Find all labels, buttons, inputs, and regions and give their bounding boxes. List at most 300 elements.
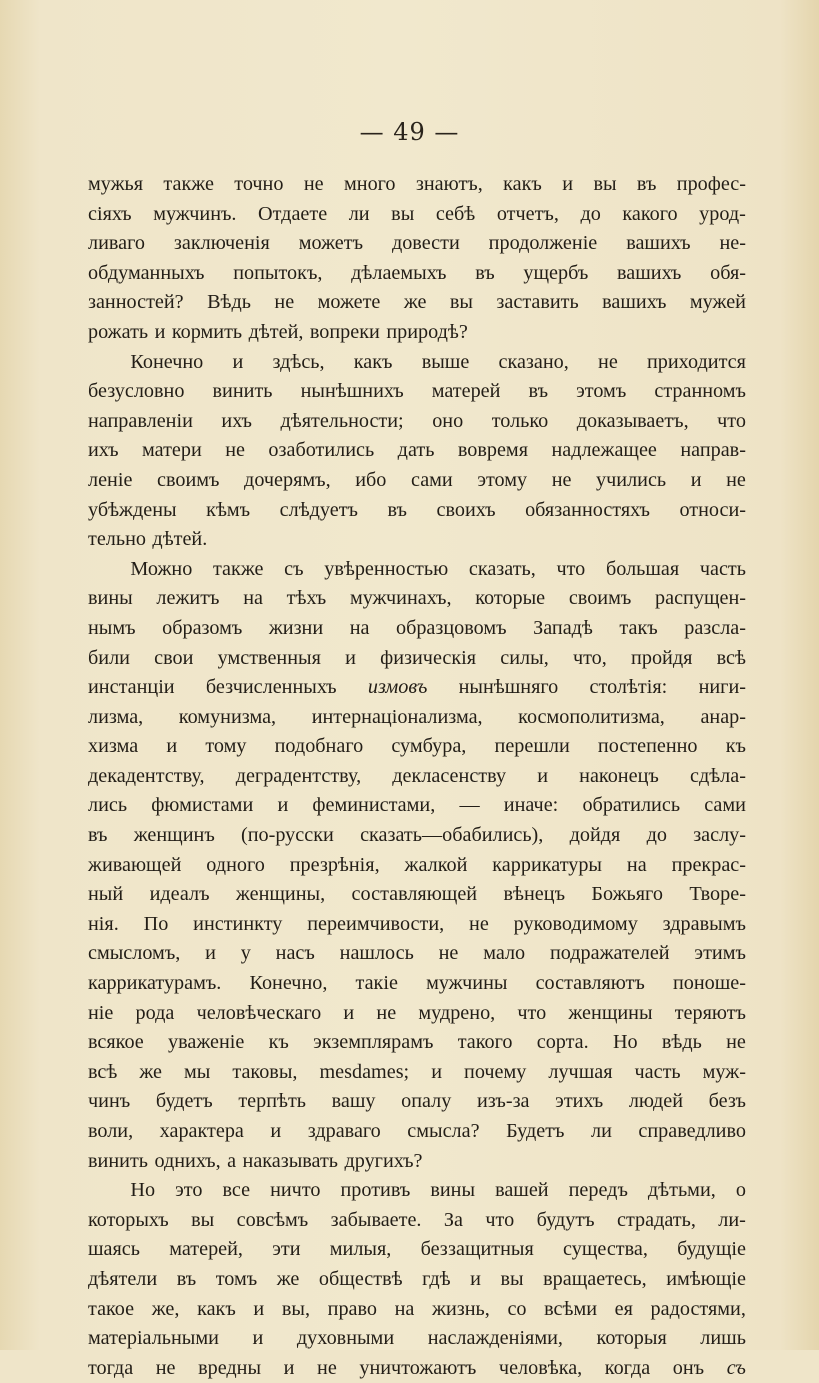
word: отчетъ, (496, 202, 559, 225)
word: въ (387, 498, 407, 521)
word: озаботились (268, 439, 375, 462)
word: мужчины (426, 972, 508, 995)
word: томъ (215, 1267, 258, 1290)
word: продолженіе (488, 232, 598, 255)
word: образомъ (162, 616, 243, 639)
word: силы, (500, 646, 549, 669)
word: лизма, (88, 705, 144, 728)
word: всякое (88, 1031, 144, 1054)
word: рода (135, 1001, 175, 1024)
word: же (403, 291, 427, 314)
word: которые (475, 587, 546, 610)
word: — (459, 794, 480, 817)
word: которыхъ (88, 1208, 169, 1231)
text-line (88, 1028, 746, 1058)
word: что (485, 1208, 515, 1231)
word: лучшая (548, 1060, 613, 1083)
word: со (507, 1297, 527, 1320)
word: человѣческаго (196, 1001, 322, 1024)
word: винить (212, 380, 273, 403)
word: ли (348, 202, 370, 225)
word: винить (88, 1149, 148, 1172)
word: странномъ (654, 380, 746, 403)
word: занностей? (88, 291, 184, 314)
word: и (690, 468, 702, 491)
word: составляющей (351, 883, 478, 906)
text-line (88, 732, 746, 762)
word: столѣтія: (589, 676, 668, 699)
word: ли- (718, 1208, 746, 1231)
word: и (345, 646, 356, 669)
word: и (205, 942, 216, 965)
word: мало (483, 942, 526, 965)
word: вашу (331, 1090, 376, 1113)
word: лись (88, 794, 128, 817)
word: сказано, (498, 350, 569, 373)
word: гдѣ (422, 1267, 451, 1290)
word: урод- (699, 202, 746, 225)
word: этому (477, 468, 528, 491)
word: и (270, 1120, 282, 1142)
text-line (88, 1206, 746, 1236)
word: Западѣ (533, 616, 593, 639)
word: противъ (340, 1179, 411, 1202)
text-line (88, 644, 746, 674)
word: изъ-за (476, 1090, 530, 1113)
word: не (598, 350, 618, 373)
word: сдѣла- (689, 764, 746, 787)
word: кѣмъ (206, 498, 251, 521)
word: вредны (198, 1356, 262, 1379)
word: наслажденіями, (427, 1327, 563, 1350)
word: только (491, 409, 549, 432)
word: поноше- (672, 972, 746, 995)
word: такъ (619, 616, 658, 639)
word: живающей (88, 853, 182, 876)
text-line (88, 288, 746, 318)
word: распущен- (655, 587, 746, 610)
word: уничтожаютъ (359, 1356, 477, 1379)
word: тому (205, 735, 247, 758)
word: оно (432, 409, 464, 432)
word: направленіи (88, 409, 193, 432)
word: право (327, 1297, 377, 1320)
page-number: — 49 — (359, 118, 460, 146)
word: ихъ (88, 439, 119, 462)
text-line (88, 259, 746, 289)
word: За (443, 1208, 463, 1231)
word: здраваго (307, 1120, 381, 1142)
text-line (88, 880, 746, 910)
word: человѣка, (498, 1356, 583, 1379)
word: до (580, 202, 601, 225)
word: дѣятели (88, 1267, 158, 1290)
text-line (88, 200, 746, 230)
word: своимъ (157, 468, 220, 491)
word: сумбура, (391, 735, 467, 758)
word: не (303, 173, 324, 195)
word: вы (391, 202, 415, 225)
word: идеалъ (149, 883, 210, 906)
word: направ- (680, 439, 746, 462)
word: вы (593, 173, 617, 195)
word: (по-русски (241, 824, 334, 847)
word: заключенія (173, 232, 270, 255)
word: надлежащее (551, 439, 657, 462)
text-line (88, 703, 746, 733)
word: не (376, 1001, 397, 1024)
word: Божьяго (591, 883, 663, 906)
text-line (88, 170, 746, 200)
word: ихъ (221, 409, 252, 432)
word: можетъ (298, 232, 364, 255)
word: теряютъ (674, 1001, 746, 1024)
word: били (88, 646, 130, 669)
word: совсѣмъ (236, 1208, 309, 1231)
word: всѣ (88, 1060, 118, 1083)
word: съ (726, 1356, 746, 1379)
word: подражателей (549, 942, 670, 965)
word: вы (449, 291, 473, 314)
word: нынѣшнихъ (300, 380, 404, 403)
word: воли, (88, 1120, 134, 1142)
word: мужчинахъ, (349, 587, 452, 610)
text-line (88, 525, 746, 555)
word: ущербъ (523, 261, 589, 284)
word: часть (699, 557, 746, 580)
word: тогда (88, 1356, 134, 1379)
word: не (155, 1356, 176, 1379)
word: что (717, 409, 746, 432)
word: какъ (197, 1297, 236, 1320)
word: мы (184, 1060, 211, 1083)
word: страдать, (617, 1208, 696, 1231)
word: будущіе (677, 1238, 746, 1261)
word: Творе- (689, 883, 746, 906)
text-line (88, 791, 746, 821)
word: большая (605, 557, 680, 580)
word: этихъ (555, 1090, 604, 1113)
word: таковы, (232, 1060, 298, 1083)
text-line (88, 348, 746, 378)
text-line (88, 969, 746, 999)
word: какъ (503, 173, 542, 195)
word: какъ (353, 350, 393, 373)
word: вы, (281, 1297, 311, 1320)
word: дочерямъ, (244, 468, 331, 491)
word: такое (88, 1297, 135, 1320)
word: ли (591, 1120, 612, 1142)
word: вы (191, 1208, 215, 1231)
word: въ (88, 824, 108, 847)
word: увѣренностью (324, 557, 449, 580)
word: ливаго (88, 232, 145, 255)
word: ниги- (698, 676, 746, 699)
word: такого (457, 1031, 513, 1054)
word: дѣтей, (248, 320, 304, 343)
word: вѣдь (661, 1031, 702, 1054)
word: точно (234, 173, 284, 195)
word: постепенно (597, 735, 698, 758)
word: характера (159, 1120, 244, 1142)
word: наказывать (242, 1149, 339, 1172)
word: будутъ (536, 1208, 595, 1231)
word: кормить (171, 320, 243, 343)
word: mesdames; (319, 1060, 410, 1083)
word: свои (154, 646, 194, 669)
word: какого (622, 202, 678, 225)
word: не (726, 468, 746, 491)
word: къ (268, 1031, 289, 1054)
word: на (349, 616, 370, 639)
word: на (243, 587, 263, 610)
word: декласенству (392, 764, 507, 787)
word: вовремя (457, 439, 528, 462)
word: нынѣшняго (458, 676, 559, 699)
word: относи- (679, 498, 746, 521)
word: ный (88, 883, 124, 906)
word: духовными (296, 1327, 395, 1350)
word: каррикатуры (492, 853, 602, 876)
word: интернаціонализма, (311, 705, 483, 728)
word: фюмистами (151, 794, 254, 817)
text-line (88, 910, 746, 940)
text-line (88, 555, 746, 585)
word: уваженіе (168, 1031, 245, 1054)
word: довести (391, 232, 460, 255)
word: комунизма, (178, 705, 277, 728)
word: смысла? (407, 1120, 480, 1142)
word: одного (206, 853, 265, 876)
word: имѣющіе (666, 1267, 746, 1290)
word: жизнь, (432, 1297, 490, 1320)
word: не (225, 439, 245, 462)
word: дѣлаемыхъ (351, 261, 447, 284)
word: инстанціи (88, 676, 175, 699)
text-line (88, 1058, 746, 1088)
text-line (88, 1176, 746, 1206)
text-line (88, 584, 746, 614)
text-line (88, 1117, 746, 1147)
word: это (175, 1179, 203, 1202)
text-line (88, 407, 746, 437)
word: опалу (401, 1090, 452, 1113)
word: чинъ (88, 1090, 131, 1113)
text-line (88, 614, 746, 644)
word: жизни (268, 616, 324, 639)
word: беззащитныя (420, 1238, 534, 1261)
word: въ (636, 173, 657, 195)
word: въ (528, 380, 549, 403)
word: же, (151, 1297, 180, 1320)
word: будетъ (155, 1090, 213, 1113)
word: ибо (355, 468, 387, 491)
word: женщины, (235, 883, 326, 906)
word: нія. (88, 912, 119, 935)
word: иначе: (503, 794, 559, 817)
word: всѣ (716, 646, 746, 669)
word: и (166, 735, 178, 758)
word: матеріальными (88, 1327, 219, 1350)
word: сказать—обабились), (360, 824, 544, 847)
word: мужья (88, 173, 144, 195)
word: наконецъ (579, 764, 659, 787)
word: дѣтей. (152, 528, 208, 551)
word: не (317, 1356, 337, 1379)
word: Но (612, 1031, 638, 1054)
word: и (431, 1060, 442, 1083)
word: хизма (88, 735, 139, 758)
word: безъ (708, 1090, 746, 1113)
word: обдуманныхъ (88, 261, 205, 284)
word: не (438, 942, 459, 965)
word: тельно (88, 528, 146, 551)
word: же (139, 1060, 163, 1083)
word: вы (500, 1267, 524, 1290)
text-line (88, 466, 746, 496)
word: измовъ (367, 676, 428, 699)
word: своимъ (568, 587, 632, 610)
word: насъ (275, 942, 315, 965)
word: составляютъ (535, 972, 645, 995)
word: передъ (568, 1179, 628, 1202)
word: не (469, 912, 489, 935)
word: сами (410, 468, 453, 491)
word: лежитъ (156, 587, 220, 610)
word: и (154, 320, 166, 343)
text-line (88, 1265, 746, 1295)
word: существа, (563, 1238, 648, 1261)
word: заставить (496, 291, 579, 314)
word: нашлось (339, 942, 414, 965)
word: и (252, 1327, 264, 1350)
word: профес- (676, 173, 746, 195)
word: что, (572, 646, 607, 669)
word: шаясь (88, 1238, 140, 1261)
word: здѣсь, (272, 350, 325, 373)
word: подобнаго (274, 735, 364, 758)
word: перешли (494, 735, 570, 758)
word: умственныя (217, 646, 321, 669)
word: декадентству, (88, 764, 205, 787)
word: вашихъ (617, 261, 682, 284)
word: также (212, 557, 264, 580)
text-line (88, 436, 746, 466)
word: сказать, (468, 557, 536, 580)
word: Но (130, 1179, 156, 1202)
word: мудрено, (418, 1001, 496, 1024)
word: также (163, 173, 214, 195)
word: заслу- (693, 824, 746, 847)
word: пройдя (631, 646, 693, 669)
word: муж- (702, 1060, 746, 1083)
text-line (88, 999, 746, 1029)
word: и (537, 764, 549, 787)
text-line (88, 1295, 746, 1325)
word: можете (317, 291, 381, 314)
word: выше (421, 350, 470, 373)
word: дойдя (569, 824, 621, 847)
word: у (240, 942, 251, 965)
text-line (88, 1354, 746, 1383)
word: когда (604, 1356, 651, 1379)
word: много (343, 173, 396, 195)
word: о (735, 1179, 746, 1202)
word: и (343, 1001, 355, 1024)
word: мужчинъ. (153, 202, 237, 225)
word: По (143, 912, 169, 935)
word: вопреки (309, 320, 380, 343)
word: и (232, 350, 244, 373)
word: нымъ (88, 616, 136, 639)
word: и (283, 1356, 295, 1379)
word: не (274, 291, 295, 314)
text-line (88, 496, 746, 526)
word: презрѣнія, (289, 853, 380, 876)
word: вашей (495, 1179, 549, 1202)
word: Будетъ (506, 1120, 565, 1142)
word: терпѣть (238, 1090, 306, 1113)
word: обя- (710, 261, 746, 284)
text-line (88, 851, 746, 881)
word: безусловно (88, 380, 185, 403)
word: приходится (646, 350, 746, 373)
word: обязанностяхъ (525, 498, 650, 521)
word: природѣ? (386, 320, 468, 343)
word: справедливо (638, 1120, 746, 1142)
word: же (276, 1267, 300, 1290)
word: радостями, (650, 1297, 746, 1320)
word: леніе (88, 468, 133, 491)
word: смысломъ, (88, 942, 181, 965)
word: мужей (689, 291, 746, 314)
word: онъ (672, 1356, 705, 1379)
word: ничто (270, 1179, 321, 1202)
word: что (556, 557, 586, 580)
word: слѣдуетъ (279, 498, 358, 521)
word: сами (704, 794, 746, 817)
word: здравымъ (662, 912, 746, 935)
word: доказываетъ, (576, 409, 689, 432)
word: матерей (431, 380, 501, 403)
word: въ (176, 1267, 197, 1290)
word: инстинкту (193, 912, 283, 935)
word: дѣтьми, (647, 1179, 716, 1202)
text-line (88, 1087, 746, 1117)
text-line (88, 1147, 746, 1177)
word: не (726, 1031, 746, 1054)
word: космополитизма, (518, 705, 665, 728)
word: часть (634, 1060, 681, 1083)
word: физическія (380, 646, 477, 669)
word: дать (397, 439, 435, 462)
word: милыя, (329, 1238, 392, 1261)
word: тѣхъ (286, 587, 327, 610)
word: матерей, (169, 1238, 243, 1261)
word: почему (464, 1060, 527, 1083)
word: которыя (596, 1327, 667, 1350)
word: прекрас- (671, 853, 746, 876)
word: женщины (568, 1001, 653, 1024)
word: такіе (355, 972, 398, 995)
word: анар- (700, 705, 746, 728)
word: вины (430, 1179, 476, 1202)
word: себѣ (435, 202, 476, 225)
word: рожать (88, 320, 149, 343)
word: эти (272, 1238, 301, 1261)
word: всѣми (544, 1297, 598, 1320)
word: образцовомъ (395, 616, 507, 639)
